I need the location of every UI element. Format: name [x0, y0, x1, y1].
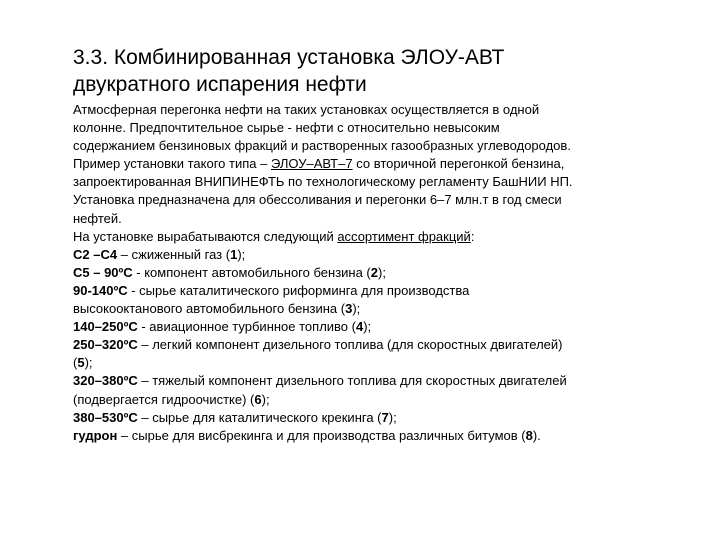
fraction-desc: - сырье каталитического риформинга для производства — [127, 282, 470, 298]
fraction-number: 1 — [230, 246, 238, 262]
fraction-desc: – сырье для каталитического крекинга ( — [137, 409, 382, 425]
paragraph-line: колонне. Предпочтительное сырье - нефти с относительно невысоким — [73, 120, 500, 136]
fraction-number: 6 — [254, 391, 262, 407]
slide-body — [73, 101, 713, 445]
fraction-end: ); — [237, 246, 246, 262]
fraction-end: ); — [84, 355, 93, 371]
fraction-desc: – сырье для висбрекинга и для производства различных битумов ( — [117, 427, 526, 443]
fraction-end: ). — [532, 427, 541, 443]
paragraph-line: нефтей. — [73, 210, 122, 226]
fraction-end: ); — [388, 409, 397, 425]
fraction-number: 3 — [345, 301, 353, 317]
paragraph-line: запроектированная ВНИПИНЕФТЬ по технологическому регламенту БашНИИ НП. — [73, 174, 573, 190]
text-span: со вторичной перегонкой бензина, — [352, 156, 565, 172]
text-span: На установке вырабатываются следующий — [73, 228, 338, 244]
fraction-name: гудрон — [73, 427, 118, 443]
fraction-name: 380–530ºС — [73, 409, 138, 425]
fraction-item — [73, 427, 713, 445]
fraction-number: 2 — [370, 264, 378, 280]
fraction-desc-cont: ( — [73, 355, 78, 371]
fractions-intro — [73, 228, 713, 246]
fraction-item — [73, 336, 713, 372]
fraction-item — [73, 264, 713, 282]
fraction-item — [73, 318, 713, 336]
fraction-item — [73, 372, 713, 408]
text-span: Пример установки такого типа – — [73, 156, 271, 172]
fraction-desc-cont: (подвергается гидроочистке) ( — [73, 391, 255, 407]
fraction-desc-cont: высокооктанового автомобильного бензина ( — [73, 301, 346, 317]
paragraph-line: содержанием бензиновых фракций и растворенных газообразных углеводородов. — [73, 138, 571, 154]
fraction-desc: – легкий компонент дизельного топлива (для скоростных двигателей) — [137, 337, 563, 353]
paragraph-line — [73, 155, 713, 173]
fraction-name: 320–380ºС — [73, 373, 138, 389]
fraction-name: 90-140ºС — [73, 282, 128, 298]
slide-title — [73, 44, 693, 98]
paragraph-line: Установка предназначена для обессоливания и перегонки 6–7 млн.т в год смеси — [73, 192, 562, 208]
fraction-name: С5 – 90ºС — [73, 264, 133, 280]
fraction-end: ); — [363, 319, 372, 335]
fraction-item — [73, 282, 713, 318]
fraction-name: 140–250ºС — [73, 319, 138, 335]
fraction-number: 8 — [525, 427, 533, 443]
fractions-assortment-link: ассортимент фракций — [337, 228, 471, 244]
fraction-end: ); — [261, 391, 270, 407]
unit-name-link: ЭЛОУ–АВТ–7 — [270, 156, 353, 172]
fraction-end: ); — [378, 264, 386, 280]
title-line-2: двукратного испарения нефти — [73, 73, 367, 96]
fraction-desc: – тяжелый компонент дизельного топлива для скоростных двигателей — [137, 373, 567, 389]
fraction-desc: - авиационное турбинное топливо ( — [137, 319, 356, 335]
fraction-number: 4 — [355, 319, 364, 335]
fraction-item — [73, 246, 713, 264]
fraction-name: С2 –С4 — [73, 246, 118, 262]
fraction-end: ); — [352, 301, 361, 317]
fraction-number: 7 — [381, 409, 389, 425]
text-span: : — [470, 228, 475, 244]
fraction-desc: - компонент автомобильного бензина ( — [132, 264, 371, 280]
fraction-item — [73, 409, 713, 427]
fraction-name: 250–320ºС — [73, 337, 138, 353]
paragraph-line: Атмосферная перегонка нефти на таких установках осуществляется в одной — [73, 102, 540, 117]
fraction-desc: – сжиженный газ ( — [117, 246, 231, 262]
fraction-number: 5 — [77, 355, 85, 371]
title-line-1: 3.3. Комбинированная установка ЭЛОУ-АВТ — [73, 46, 505, 69]
